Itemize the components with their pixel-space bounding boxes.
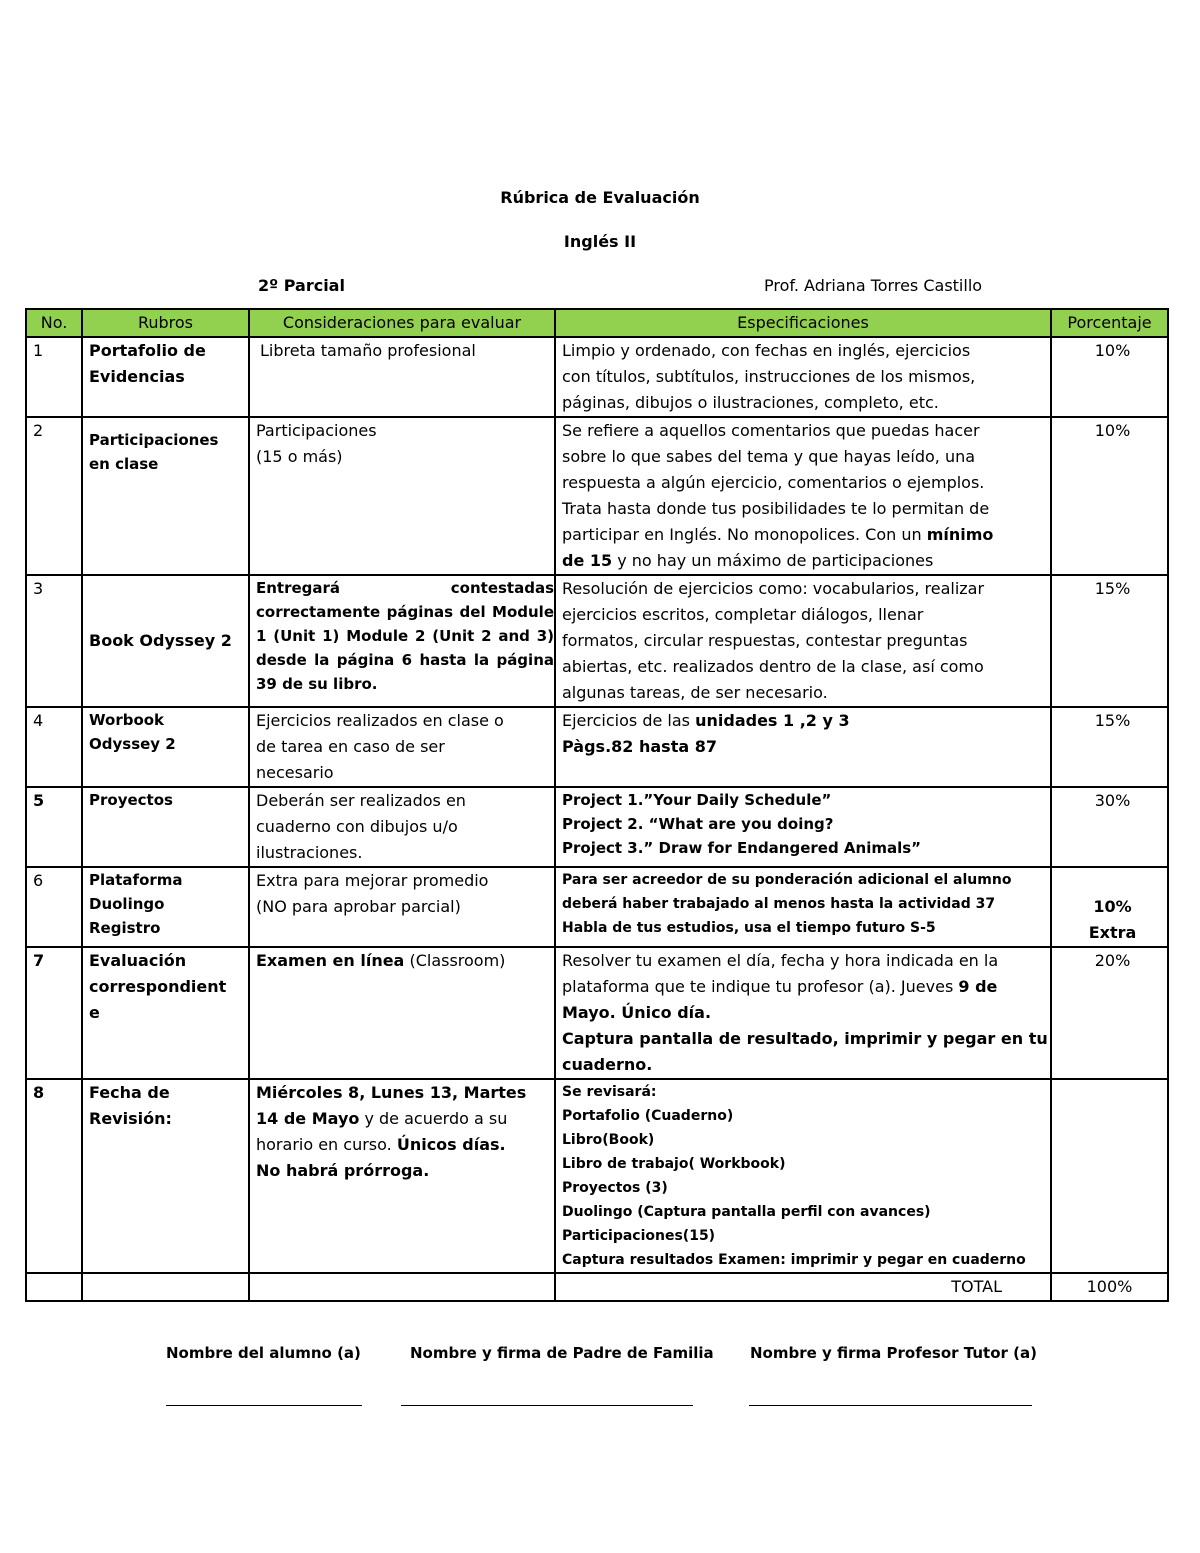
- header-consideraciones: Consideraciones para evaluar: [249, 309, 555, 337]
- row-rubro: Evaluación correspondient e: [82, 947, 249, 1079]
- signature-line-padre: [401, 1405, 693, 1406]
- row-number: 8: [26, 1079, 82, 1273]
- row-number: 7: [26, 947, 82, 1079]
- row-consideraciones: Extra para mejorar promedio (NO para aprobar parcial): [249, 867, 555, 947]
- row-number: 4: [26, 707, 82, 787]
- row-rubro: Portafolio de Evidencias: [82, 337, 249, 417]
- subject-title: Inglés II: [563, 232, 637, 251]
- signature-line-alumno: [166, 1405, 362, 1406]
- row-porcentaje: 10%: [1051, 417, 1168, 575]
- row-especificaciones: Limpio y ordenado, con fechas en inglés, ejercicios con títulos, subtítulos, instrucciones de los mismos, páginas, dibujos o ilustraciones, completo, etc.: [555, 337, 1051, 417]
- row-consideraciones: Examen en línea (Classroom): [249, 947, 555, 1079]
- row-rubro: Participaciones en clase: [82, 417, 249, 575]
- row-especificaciones: Resolver tu examen el día, fecha y hora indicada en la plataforma que te indique tu profesor (a). Jueves 9 de Mayo. Único día. Captura pantalla de resultado, imprimir y pegar en tu cuaderno.: [555, 947, 1051, 1079]
- signature-label-profesor: Nombre y firma Profesor Tutor (a): [750, 1344, 1037, 1362]
- table-row: [26, 947, 1168, 1079]
- signature-line-profesor: [749, 1405, 1032, 1406]
- table-row: [26, 787, 1168, 867]
- table-row: [26, 867, 1168, 947]
- row-consideraciones: Libreta tamaño profesional: [249, 337, 555, 417]
- row-consideraciones: Ejercicios realizados en clase o de tarea en caso de ser necesario: [249, 707, 555, 787]
- table-row: [26, 337, 1168, 417]
- row-especificaciones: Project 1.”Your Daily Schedule” Project 2. “What are you doing? Project 3.” Draw for Endangered Animals”: [555, 787, 1051, 867]
- row-rubro: Worbook Odyssey 2: [82, 707, 249, 787]
- total-value: 100%: [1051, 1273, 1168, 1301]
- signature-label-padre: Nombre y firma de Padre de Familia: [410, 1344, 714, 1362]
- header-rubros: Rubros: [82, 309, 249, 337]
- row-especificaciones: Para ser acreedor de su ponderación adicional el alumno deberá haber trabajado al menos hasta la actividad 37 Habla de tus estudios, usa el tiempo futuro S-5: [555, 867, 1051, 947]
- row-number: 1: [26, 337, 82, 417]
- partial-label: 2º Parcial: [258, 276, 345, 295]
- row-consideraciones: Participaciones (15 o más): [249, 417, 555, 575]
- row-porcentaje: 10%: [1051, 337, 1168, 417]
- row-consideraciones: Entregará contestadas correctamente páginas del Module 1 (Unit 1) Module 2 (Unit 2 and 3) desde la página 6 hasta la página 39 de su libro.: [249, 575, 555, 707]
- header-especificaciones: Especificaciones: [555, 309, 1051, 337]
- table-row: [26, 707, 1168, 787]
- table-header-row: [26, 309, 1168, 337]
- row-rubro: Proyectos: [82, 787, 249, 867]
- header-porcentaje: Porcentaje: [1051, 309, 1168, 337]
- table-row: [26, 575, 1168, 707]
- row-especificaciones: Se revisará: Portafolio (Cuaderno) Libro(Book) Libro de trabajo( Workbook) Proyectos (3) Duolingo (Captura pantalla perfil con avances) Participaciones(15) Captura resultados Examen: imprimir y pegar en cuaderno: [555, 1079, 1051, 1273]
- row-consideraciones: Deberán ser realizados en cuaderno con dibujos u/o ilustraciones.: [249, 787, 555, 867]
- row-consideraciones: Miércoles 8, Lunes 13, Martes 14 de Mayo y de acuerdo a su horario en curso. Únicos días. No habrá prórroga.: [249, 1079, 555, 1273]
- row-especificaciones: Ejercicios de las unidades 1 ,2 y 3 Pàgs.82 hasta 87: [555, 707, 1051, 787]
- document-title: Rúbrica de Evaluación: [500, 188, 700, 207]
- table-row: [26, 1079, 1168, 1273]
- row-especificaciones: Se refiere a aquellos comentarios que puedas hacer sobre lo que sabes del tema y que hayas leído, una respuesta a algún ejercicio, comentarios o ejemplos. Trata hasta donde tus posibilidades te lo permitan de participar en Inglés. No monopolices. Con un mínimo de 15 y no hay un máximo de participaciones: [555, 417, 1051, 575]
- row-rubro: Fecha de Revisión:: [82, 1079, 249, 1273]
- total-label: TOTAL: [555, 1273, 1051, 1301]
- row-especificaciones: Resolución de ejercicios como: vocabularios, realizar ejercicios escritos, completar diálogos, llenar formatos, circular respuestas, contestar preguntas abiertas, etc. realizados dentro de la clase, así como algunas tareas, de ser necesario.: [555, 575, 1051, 707]
- row-number: 3: [26, 575, 82, 707]
- signature-label-alumno: Nombre del alumno (a): [166, 1344, 361, 1362]
- row-porcentaje: 20%: [1051, 947, 1168, 1079]
- rubric-table: [25, 308, 1169, 1302]
- row-porcentaje: [1051, 1079, 1168, 1273]
- row-number: 6: [26, 867, 82, 947]
- row-porcentaje: 15%: [1051, 575, 1168, 707]
- row-number: 5: [26, 787, 82, 867]
- row-number: 2: [26, 417, 82, 575]
- row-porcentaje: 30%: [1051, 787, 1168, 867]
- total-row: [26, 1273, 1168, 1301]
- teacher-name: Prof. Adriana Torres Castillo: [764, 276, 983, 295]
- row-porcentaje: 15%: [1051, 707, 1168, 787]
- row-rubro: Book Odyssey 2: [82, 575, 249, 707]
- header-no: No.: [26, 309, 82, 337]
- table-row: [26, 417, 1168, 575]
- row-rubro: Plataforma Duolingo Registro: [82, 867, 249, 947]
- row-porcentaje: 10% Extra: [1051, 867, 1168, 947]
